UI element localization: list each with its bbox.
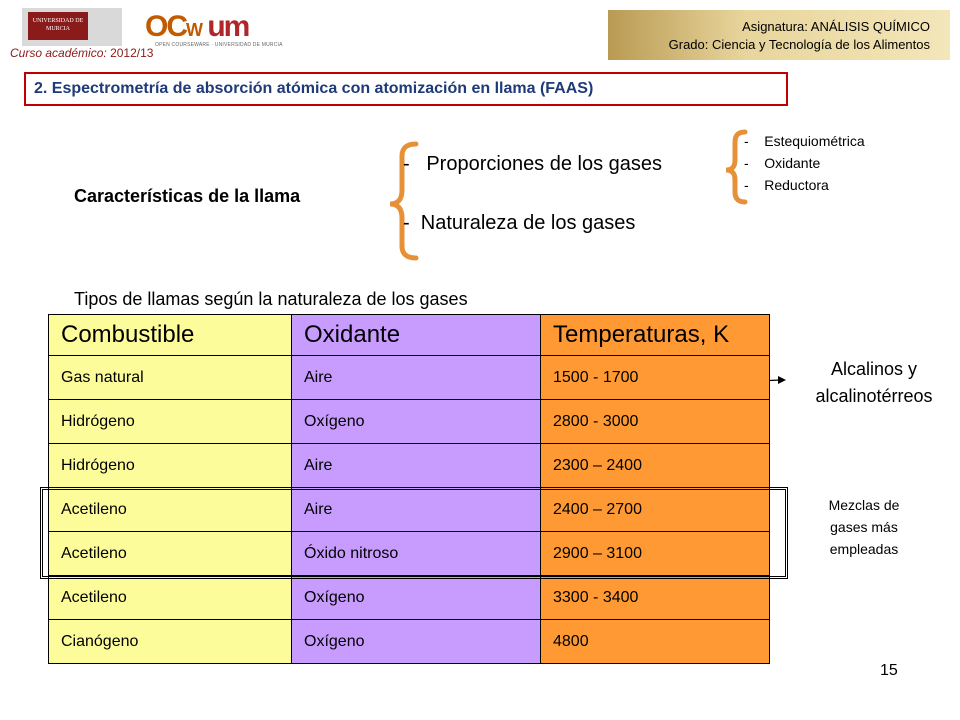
characteristic-item-text: Proporciones de los gases (426, 153, 663, 175)
ocw-logo-subtitle: OPEN COURSEWARE · UNIVERSIDAD DE MURCIA (155, 42, 283, 48)
ocw-logo-w: W (186, 20, 201, 40)
characteristic-item-dash: - (403, 153, 410, 175)
header-oxidant: Oxidante (292, 315, 541, 356)
cell-oxidant: Oxígeno (292, 400, 541, 444)
cell-oxidant: Oxígeno (292, 576, 541, 620)
header-fuel: Combustible (49, 315, 292, 356)
alkaline-note (790, 356, 958, 410)
table-row (49, 576, 770, 620)
proportion-type-dash: - (744, 177, 749, 193)
page-number: 15 (880, 662, 898, 679)
cell-fuel: Gas natural (49, 356, 292, 400)
cell-temperature: 2300 – 2400 (541, 444, 770, 488)
cell-temperature: 4800 (541, 620, 770, 664)
cell-fuel: Acetileno (49, 532, 292, 576)
degree-line: Grado: Ciencia y Tecnología de los Alimentos (668, 37, 930, 52)
proportion-type-text: Estequiométrica (764, 133, 865, 149)
cell-oxidant: Aire (292, 488, 541, 532)
cell-oxidant: Aire (292, 444, 541, 488)
proportion-bracket-icon (726, 132, 745, 202)
cell-temperature: 3300 - 3400 (541, 576, 770, 620)
cell-temperature: 2900 – 3100 (541, 532, 770, 576)
academic-year-value: 2012/13 (110, 46, 154, 60)
cell-fuel: Hidrógeno (49, 444, 292, 488)
table-intro: Tipos de llamas según la naturaleza de los gases (74, 289, 468, 309)
cell-oxidant: Aire (292, 356, 541, 400)
cell-temperature: 1500 - 1700 (541, 356, 770, 400)
table-row (49, 620, 770, 664)
proportion-type-oxidant (744, 155, 820, 171)
alkaline-note-line: alcalinotérreos (815, 386, 933, 406)
section-title: 2. Espectrometría de absorción atómica con atomización en llama (FAAS) (24, 72, 788, 106)
characteristic-item-proportions (403, 153, 662, 176)
flame-characteristics-label: Características de la llama (74, 186, 301, 206)
cell-fuel: Acetileno (49, 488, 292, 532)
cell-oxidant: Óxido nitroso (292, 532, 541, 576)
mixtures-note (808, 494, 920, 560)
cell-temperature: 2400 – 2700 (541, 488, 770, 532)
alkaline-note-line: Alcalinos y (830, 359, 918, 379)
table-row (49, 356, 770, 400)
table-row (49, 444, 770, 488)
characteristic-item-text: Naturaleza de los gases (420, 212, 636, 234)
characteristic-item-nature (403, 212, 635, 235)
ocw-logo-oc: OC (145, 10, 186, 43)
subject-line: Asignatura: ANÁLISIS QUÍMICO (742, 19, 930, 34)
header-temperature: Temperaturas, K (541, 315, 770, 356)
cell-fuel: Cianógeno (49, 620, 292, 664)
arrow-head-icon (778, 376, 786, 384)
cell-oxidant: Oxígeno (292, 620, 541, 664)
mixtures-note-line: gases más (830, 519, 898, 535)
proportion-type-text: Reductora (764, 177, 829, 193)
ocw-logo-um: um (207, 10, 249, 43)
cell-fuel: Acetileno (49, 576, 292, 620)
mixtures-note-line: Mezclas de (828, 497, 900, 513)
table-header-row (49, 315, 770, 356)
characteristic-item-dash: - (403, 212, 410, 234)
highlight-frame (40, 487, 788, 579)
cell-fuel: Hidrógeno (49, 400, 292, 444)
mixtures-note-line: empleadas (829, 541, 899, 557)
academic-year-label: Curso académico: (10, 46, 107, 60)
proportion-type-dash: - (744, 133, 749, 149)
table-row (49, 400, 770, 444)
cell-temperature: 2800 - 3000 (541, 400, 770, 444)
university-logo-mark: UNIVERSIDAD DE MURCIA (28, 12, 88, 40)
proportion-type-dash: - (744, 155, 749, 171)
proportion-type-text: Oxidante (764, 155, 821, 171)
proportion-type-reducing (744, 177, 829, 193)
proportion-type-stoichiometric (744, 133, 865, 149)
